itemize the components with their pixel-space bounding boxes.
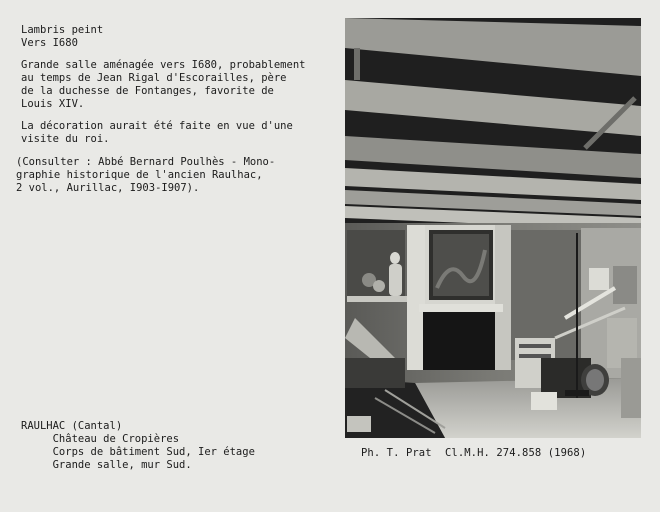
header-block: [21, 24, 103, 50]
pilaster: [495, 225, 511, 370]
description-line: Grande salle aménagée vers I680, probablement: [21, 59, 306, 71]
decoration-line: visite du roi.: [21, 133, 110, 145]
fireplace-opening: [423, 310, 495, 370]
box: [347, 416, 371, 432]
cabinet-detail: [519, 344, 551, 348]
frame: [589, 268, 609, 290]
location-line: Grande salle, mur Sud.: [21, 459, 192, 471]
photo-reference: Cl.M.H. 274.858 (1968): [445, 447, 587, 459]
reference-line: (Consulter : Abbé Bernard Poulhès - Mono-: [16, 156, 276, 168]
location-line: Corps de bâtiment Sud, Ier étage: [21, 446, 255, 458]
location-block: [21, 420, 255, 472]
statue-head: [390, 252, 400, 264]
reference-block: [16, 156, 275, 195]
photo-credit: Ph. T. Prat: [361, 447, 432, 459]
tripod-base: [565, 390, 589, 396]
decoration-line: La décoration aurait été faite en vue d'une: [21, 120, 293, 132]
frame: [613, 266, 637, 304]
header-date: Vers I680: [21, 37, 78, 49]
location-line: RAULHAC (Cantal): [21, 420, 123, 432]
cabinet-detail: [519, 354, 551, 358]
barrel-top: [586, 369, 604, 391]
box: [531, 392, 557, 410]
statue-body: [389, 264, 402, 296]
location-line: Château de Cropières: [21, 433, 180, 445]
interior-photograph: [345, 18, 641, 438]
decoration-block: [21, 120, 293, 146]
header-title: Lambris peint: [21, 24, 104, 36]
description-line: Louis XIV.: [21, 98, 85, 110]
description-line: au temps de Jean Rigal d'Escorailles, père: [21, 72, 287, 84]
crate: [345, 358, 405, 388]
description-block: [21, 59, 305, 111]
crate: [621, 358, 641, 418]
pilaster: [407, 225, 425, 370]
reference-line: graphie historique de l'ancien Raulhac,: [16, 169, 263, 181]
photo-illustration: [345, 18, 641, 438]
vase: [373, 280, 385, 292]
description-line: de la duchesse de Fontanges, favorite de: [21, 85, 274, 97]
reference-line: 2 vol., Aurillac, I903-I907).: [16, 182, 200, 194]
shelf: [347, 296, 407, 302]
mantel-shelf: [419, 304, 503, 312]
